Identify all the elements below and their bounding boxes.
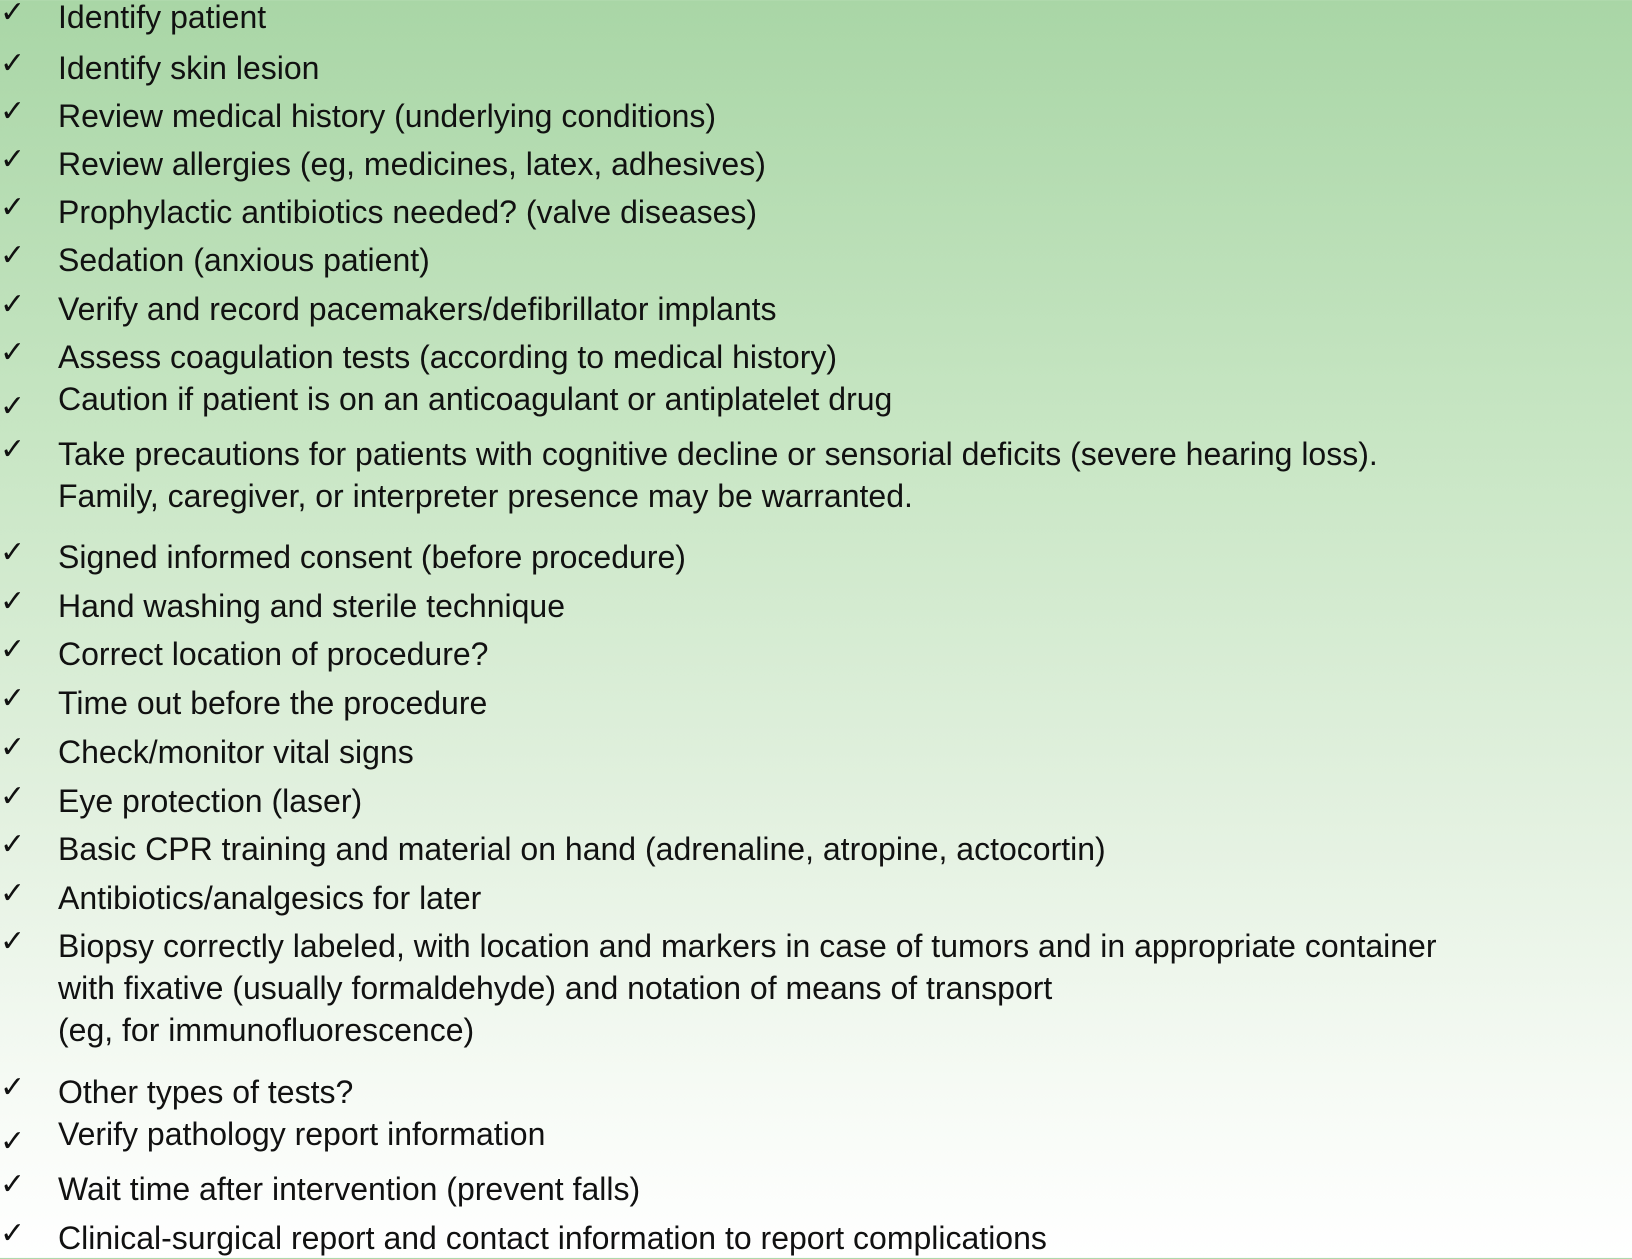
checkmark-icon: ✓ [0,287,26,322]
item-line: Clinical-surgical report and contact information to report complications [58,1220,1047,1256]
checkmark-icon: ✓ [0,681,26,716]
item-line: Hand washing and sterile technique [58,588,565,624]
checkmark-icon: ✓ [0,142,26,177]
checklist-item-text [58,877,481,919]
checkmark-icon: ✓ [0,1070,26,1105]
checkmark-icon: ✓ [0,389,26,424]
checklist-item-text [58,1113,545,1155]
checkmark-icon: ✓ [0,535,26,570]
item-line: Review medical history (underlying conditions) [58,98,717,134]
checkmark-icon: ✓ [0,1216,26,1251]
checkmark-icon: ✓ [0,335,26,370]
checkmark-icon: ✓ [0,46,26,81]
item-line: Identify skin lesion [58,50,320,86]
checklist-item-text [58,378,892,420]
checkmark-icon: ✓ [0,432,26,467]
item-line: Eye protection (laser) [58,783,363,819]
item-line: Verify and record pacemakers/defibrillator implants [58,291,777,327]
item-line: Verify pathology report information [58,1116,546,1152]
checkmark-icon: ✓ [0,238,26,273]
checklist-item-text [58,433,1378,517]
checklist-item-text [58,682,487,724]
item-line: Caution if patient is on an anticoagulant or antiplatelet drug [58,381,893,417]
checklist-item-text [58,239,430,281]
checklist-item-text [58,47,319,89]
checkmark-icon: ✓ [0,730,26,765]
checklist-item-text [58,288,777,330]
checklist-item-text [58,1168,640,1210]
item-line: Antibiotics/analgesics for later [58,880,482,916]
checklist-item-text [58,585,565,627]
item-line: Time out before the procedure [58,685,488,721]
item-line: Identify patient [58,0,267,35]
checklist-item-text [58,780,362,822]
checklist-item-text [58,1217,1047,1259]
item-line: Review allergies (eg, medicines, latex, adhesives) [58,146,766,182]
item-line: Family, caregiver, or interpreter presence may be warranted. [58,478,913,514]
checkmark-icon: ✓ [0,779,26,814]
item-line: Assess coagulation tests (according to medical history) [58,339,838,375]
checkmark-icon: ✓ [0,1167,26,1202]
item-line: Prophylactic antibiotics needed? (valve diseases) [58,194,758,230]
checkmark-icon: ✓ [0,827,26,862]
checklist-item-text [58,828,1106,870]
checkmark-icon: ✓ [0,584,26,619]
checkmark-icon: ✓ [0,1124,26,1159]
checklist-item-text [58,731,414,773]
item-line: Take precautions for patients with cognitive decline or sensorial deficits (severe hearing loss). [58,436,1378,472]
checkmark-icon: ✓ [0,94,26,129]
item-line: Biopsy correctly labeled, with location and markers in case of tumors and in appropriate container [58,928,1437,964]
checkmark-icon: ✓ [0,632,26,667]
item-line: Signed informed consent (before procedure) [58,539,686,575]
item-line: (eg, for immunofluorescence) [58,1012,475,1048]
checklist-item-text [58,336,837,378]
item-line: Wait time after intervention (prevent falls) [58,1171,641,1207]
item-line: Other types of tests? [58,1074,354,1110]
checkmark-icon: ✓ [0,876,26,911]
checklist-item-text [58,536,686,578]
checklist-item-text [58,1071,353,1113]
checklist-item-text [58,925,1436,1051]
checkmark-icon: ✓ [0,0,26,30]
checklist-item-text [58,633,488,675]
item-line: Check/monitor vital signs [58,734,414,770]
checklist-item-text [58,191,757,233]
checklist-item-text [58,95,716,137]
item-line: Basic CPR training and material on hand (adrenaline, atropine, actocortin) [58,831,1106,867]
checklist-item-text [58,143,766,185]
item-line: Correct location of procedure? [58,636,489,672]
checkmark-icon: ✓ [0,190,26,225]
checklist-item-text [58,0,266,38]
item-line: Sedation (anxious patient) [58,242,430,278]
item-line: with fixative (usually formaldehyde) and notation of means of transport [58,970,1053,1006]
checkmark-icon: ✓ [0,924,26,959]
